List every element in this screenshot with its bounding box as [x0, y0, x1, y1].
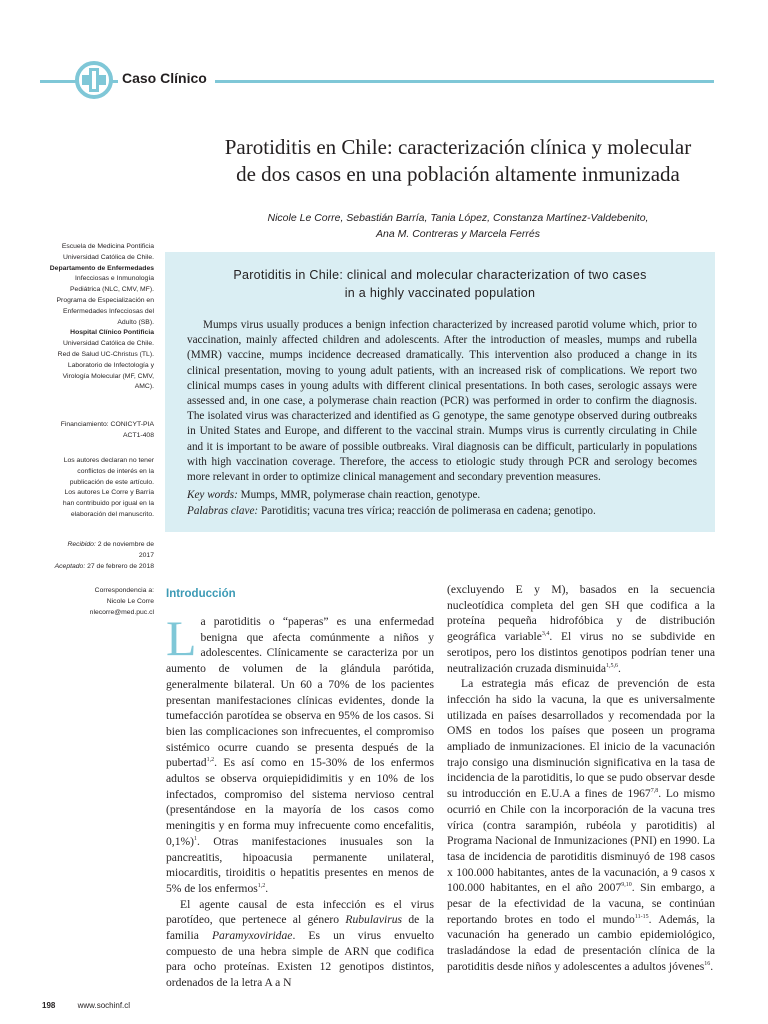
correspondence-name: Nicole Le Corre — [106, 597, 154, 605]
affil-line: Departamento de Enfermedades — [49, 264, 154, 272]
title-line-2: de dos casos en una población altamente inmunizada — [236, 162, 680, 186]
affil-line: Universidad Católica de Chile. — [62, 340, 154, 348]
intro-paragraph-1: La parotiditis o “paperas” es una enfermedad benigna que afecta comúnmente a niños y adolescentes. Clínicamente se caracteriza por un aumento de volumen de la glándula parótida, generalmente bilateral. Un 60 a 70% de los pacientes presentan manifestaciones clínicas evidentes, donde la tumefacción parotídea se observa en 95% de los casos. Si bien las complicaciones son infrecuentes, el compromiso sistémico ocurre cuando se presenta después de la pubertad$^{1,2}$. Es así como en 15-30% de los enfermos adultos se observa orquiepididimitis y en 10% de los infectados, compromiso del sistema nervioso central (presentándose en la mayoría de los casos como meningitis y en forma muy infrecuente como encefalitis, 0,1%)$^1$. Otras manifestaciones inusuales son la pancreatitis, hipoacusia permanente unilateral, miocarditis, tiroiditis o hepatitis presentes en menos de 5% de los enfermos$^{1,2}$. — [166, 610, 434, 895]
conflict-line: Los autores declaran no tener — [63, 457, 154, 464]
conflict-line: Los autores Le Corre y Barría — [64, 489, 154, 497]
funding-line: ACT1-408 — [123, 431, 154, 439]
page-number: 198 — [42, 1001, 56, 1010]
affil-line: Programa de Especialización en — [56, 296, 154, 304]
affil-line: AMC). — [134, 383, 154, 391]
section-heading-introduccion: Introducción — [166, 588, 236, 600]
received-label: Recibido: — [67, 541, 96, 548]
abstract-title — [165, 266, 715, 302]
affil-line: Red de Salud UC-Christus (TL). — [57, 350, 154, 358]
body-column-right — [447, 582, 715, 975]
abstract-title-line-1: Parotiditis in Chile: clinical and molecular characterization of two cases — [233, 268, 647, 282]
page-footer — [42, 1001, 130, 1010]
conflict-statement — [28, 456, 154, 521]
abstract-body — [187, 318, 697, 485]
funding — [28, 420, 154, 442]
authors-line-2: Ana M. Contreras y Marcela Ferrés — [376, 228, 540, 240]
correspondence-label: Correspondencia a: — [94, 587, 154, 594]
affil-line: Escuela de Medicina Pontificia — [61, 243, 154, 250]
dates — [28, 540, 154, 572]
abstract-title-line-2: in a highly vaccinated population — [344, 286, 536, 300]
affil-line: Infecciosas e Inmunología — [75, 275, 154, 283]
correspondence — [28, 586, 154, 618]
authors-line-1: Nicole Le Corre, Sebastián Barría, Tania López, Constanza Martínez-Valdebenito, — [267, 212, 649, 224]
body-column-left — [166, 610, 435, 991]
received-year: 2017 — [138, 551, 154, 559]
affil-line: Virología Molecular (MF, CMV, — [62, 372, 154, 380]
key-words-text: Mumps, MMR, polymerase chain reaction, genotype. — [237, 489, 481, 501]
journal-logo-icon — [74, 60, 114, 100]
correspondence-email[interactable]: nlecorre@med.puc.cl — [89, 608, 154, 616]
conflict-line: elaboración del manuscrito. — [70, 510, 154, 518]
abstract-box — [165, 252, 715, 532]
palabras-clave-label: Palabras clave: — [187, 505, 259, 517]
received-value: 2 de noviembre de — [97, 541, 154, 548]
affil-line: Adulto (SB). — [117, 318, 154, 326]
affil-line: Hospital Clínico Pontificia — [70, 329, 154, 337]
intro-paragraph-2: El agente causal de esta infección es el virus parotídeo, que pertenece al género Rubulavirus de la familia Paramyxoviridae. Es un virus envuelto compuesto de una hebra simple de ARN que codifica para ocho proteínas. Existen 12 genotipos distintos, ordenados de la letra A a N — [166, 897, 435, 990]
affiliations — [28, 242, 154, 393]
affil-line: Laboratorio de Infectología y — [67, 361, 154, 369]
title-line-1: Parotiditis en Chile: caracterización clínica y molecular — [224, 135, 692, 159]
conflict-line: publicación de este artículo. — [69, 478, 154, 486]
section-label: Caso Clínico — [118, 70, 215, 86]
key-words-label: Key words: — [187, 489, 238, 501]
accepted-date — [28, 562, 154, 573]
drop-cap: L — [166, 610, 197, 666]
accepted-label: Aceptado: — [54, 562, 86, 570]
key-words — [187, 488, 697, 503]
abstract-paragraph: Mumps virus usually produces a benign infection characterized by increased parotid volume which, prior to vaccination, mainly affected children and adolescents. After the introduction of measles, mumps and rubella (MMR) vaccine, mumps incidence decreased dramatically. This intervention also produced a change in its clinical presentation, moving to young adult patients, with an increased risk of complications. We report two clinical mumps cases in young adults with different clinical presentations. In both cases, serologic assays were assessed and, in one case, a polymerase chain reaction (PCR) was performed in order to confirm the diagnosis. The isolated virus was characterized and identified as G genotype, the same genotype observed during outbreaks in United States and Europe, and different to the vaccinal strain. Mumps virus is currently circulating in Chile and it is important to be aware of possible outbreaks. Viral diagnosis can be difficult, particularly in populations with high vaccination coverage. Therefore, the access to etiologic study through PCR and serology becomes more relevant in order to optimize clinical management and secondary prevention measures. — [187, 319, 697, 484]
intro-paragraph-3: La estrategia más eficaz de prevención de esta infección ha sido la vacuna, la que es universalmente utilizada en países desarrollados y recomendada por la OMS en todos los países que poseen un programa ampliado de inmunizaciones. El inicio de la vacunación trajo consigo una disminución significativa en la tasa de incidencia de la parotiditis, lo que se pudo observar desde su introducción en E.U.A a fines de 1967$^{7,8}$. Lo mismo ocurrió en Chile con la incorporación de la vacuna tres vírica (contra sarampión, rubéola y parotiditis) al Programa Nacional de Inmunizaciones (PNI) en 1990. La tasa de incidencia de parotiditis disminuyó de 198 casos x 100.000 habitantes, antes de la vacunación, a 9 casos x 100.000 habitantes, en el año 2007$^{9,10}$. Sin embargo, a pesar de la efectividad de la vacuna, se continúan reportando brotes en todo el mundo$^{11-15}$. Además, la vacunación ha generado un cambio epidemiológico, trasladándose la edad de presentación clínica de la parotiditis desde niños y adolescentes a adultos jóvenes$^{16}$. — [447, 677, 716, 973]
affil-line: Universidad Católica de Chile. — [62, 253, 154, 261]
journal-url[interactable]: www.sochinf.cl — [77, 1001, 131, 1010]
intro-paragraph-2-cont: (excluyendo E y M), basados en la secuencia nucleotídica completa del gen SH que codifica a la proteína pequeña hidrofóbica y de distribución geográfica variable$^{3,4}$. El virus no se subdivide en serotipos, pero los distintos genotipos podrían tener una neutralización cruzada disminuida$^{1,5,6}$. — [447, 583, 715, 675]
affil-line: Pediátrica (NLC, CMV, MF). — [70, 286, 154, 294]
affil-line: Enfermedades Infecciosas del — [62, 307, 154, 315]
funding-line: Financiamiento: CONICYT-PIA — [60, 421, 154, 428]
palabras-clave — [187, 504, 697, 519]
article-title — [168, 134, 748, 188]
conflict-line: han contribuido por igual en la — [62, 500, 154, 508]
received-date — [28, 540, 154, 551]
palabras-clave-text: Parotiditis; vacuna tres vírica; reacción de polimerasa en cadena; genotipo. — [258, 505, 596, 517]
conflict-line: conflictos de interés en la — [77, 467, 154, 475]
author-list — [168, 210, 748, 242]
accepted-value: 27 de febrero de 2018 — [87, 562, 154, 570]
